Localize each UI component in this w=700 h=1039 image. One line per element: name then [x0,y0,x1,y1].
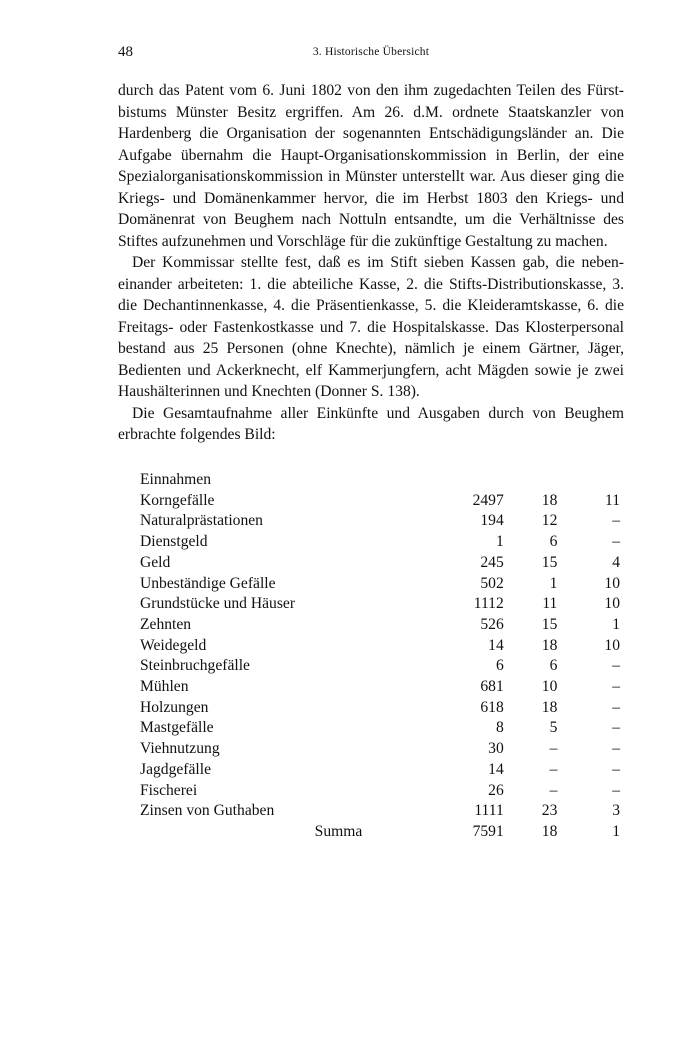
table-row [140,491,620,512]
income-table [140,470,620,843]
value-b: 12 [541,512,558,530]
body-text [118,80,624,446]
value-b: 1 [549,574,558,592]
table-row [140,718,620,739]
table-row [140,739,620,760]
value-c: 10 [604,574,620,592]
table-row [140,636,620,657]
value-c: – [612,533,620,551]
table-row [140,656,620,677]
summa-label: Summa [314,822,363,840]
running-head: 3. Historische Übersicht [312,46,430,58]
value-c: – [612,512,620,530]
row-label: Fischerei [140,781,198,799]
value-c: 11 [604,491,620,509]
value-c: – [612,760,620,778]
table-row [140,574,620,595]
row-label: Zehnten [140,615,192,633]
value-b: – [549,781,558,799]
value-b: 18 [541,636,558,654]
value-a: 526 [480,615,504,633]
value-b: 15 [541,615,558,633]
value-a: 8 [495,719,504,737]
value-b: 11 [542,595,558,613]
page-header [118,44,624,64]
paragraph: Die Gesamtaufnahme aller Einkünfte und Ausgaben durch von Beughem erbrachte folgendes Bild: [118,404,624,443]
value-b: – [549,760,558,778]
value-a: 618 [480,698,504,716]
table-row [140,760,620,781]
table-row [140,594,620,615]
table-row [140,553,620,574]
row-label: Viehnutzung [140,740,220,758]
value-b: 18 [541,491,558,509]
value-a: 6 [495,657,504,675]
row-label: Holzungen [140,698,209,716]
value-a: 2497 [472,491,504,509]
table-row [140,511,620,532]
summa-b: 18 [541,822,558,840]
row-label: Weidegeld [140,636,207,654]
value-b: – [549,740,558,758]
value-c: – [612,719,620,737]
table-row [140,781,620,802]
row-label: Dienstgeld [140,533,208,551]
value-c: 1 [612,615,620,633]
value-a: 26 [488,781,504,799]
row-label: Unbeständige Gefälle [140,574,276,592]
value-c: 10 [604,595,620,613]
value-c: 10 [604,636,620,654]
value-b: 10 [541,678,558,696]
table-row [140,615,620,636]
row-label: Steinbruchgefälle [140,657,250,675]
table-heading-row [140,470,620,491]
value-a: 14 [488,636,504,654]
value-a: 194 [480,512,504,530]
row-label: Geld [140,553,171,571]
value-a: 30 [488,740,504,758]
value-c: – [612,781,620,799]
value-b: 6 [549,657,558,675]
paragraph: Der Kommissar stellte fest, daß es im Stift sieben Kassen gab, die nebeneinander arbeiteten: 1. die abteiliche Kasse, 2. die Stifts-Distributionskasse, 3. die Dechantinnenkasse, 4. die Präsentienkasse, 5. die Kleideramtskasse, 6. die Freitags- oder Fastenkostkasse und 7. die Hospitalskasse. Das Klosterpersonal bestand aus 25 Personen (ohne Knechte), nämlich je einem Gärtner, Jäger, Bedienten und Ackerknecht, elf Kammerjungfern, acht Mägden sowie je zwei Haushälterinnen und Knechten (Donner S. 138). [118,254,624,400]
row-label: Korngefälle [140,491,215,509]
table-row [140,532,620,553]
value-b: 18 [541,698,558,716]
table-row [140,801,620,822]
row-label: Grundstücke und Häuser [140,595,296,613]
value-b: 23 [541,802,558,820]
value-b: 5 [549,719,558,737]
value-a: 1 [495,533,504,551]
table-row [140,677,620,698]
row-label: Naturalprästationen [140,512,263,530]
value-a: 245 [480,553,504,571]
value-c: 3 [612,802,620,820]
value-c: – [612,657,620,675]
value-c: – [612,698,620,716]
summa-row [140,822,620,843]
paragraph: durch das Patent vom 6. Juni 1802 von den ihm zugedachten Teilen des Fürstbistums Münster Besitz ergriffen. Am 26. d.M. ordnete Staatskanzler von Hardenberg die Organisation der sogenannten Entschädigungsländer an. Die Aufgabe übernahm die Haupt-Organisationskommission in Berlin, der eine Spezialorganisationskommission in Münster unterstellt war. Aus dieser ging die Kriegs- und Domänenkammer hervor, die im Herbst 1803 den Kriegs- und Domänenrat von Beughem nach Nottuln entsandte, um die Verhältnisse des Stiftes aufzunehmen und Vorschläge für die zukünftige Gestaltung zu machen. [118,82,624,250]
value-c: – [612,740,620,758]
table-heading: Einnahmen [140,471,212,488]
summa-c: 1 [612,822,620,840]
value-c: – [612,678,620,696]
value-a: 502 [480,574,504,592]
value-b: 15 [541,553,558,571]
value-a: 681 [480,678,504,696]
value-a: 1112 [473,595,504,613]
row-label: Zinsen von Guthaben [140,802,275,820]
summa-a: 7591 [472,822,504,840]
value-a: 14 [488,760,504,778]
value-b: 6 [549,533,558,551]
row-label: Mühlen [140,678,189,696]
table-row [140,698,620,719]
row-label: Jagdgefälle [140,760,212,778]
value-a: 1111 [474,802,504,820]
row-label: Mastgefälle [140,719,214,737]
value-c: 4 [612,553,620,571]
page-number: 48 [118,44,133,60]
